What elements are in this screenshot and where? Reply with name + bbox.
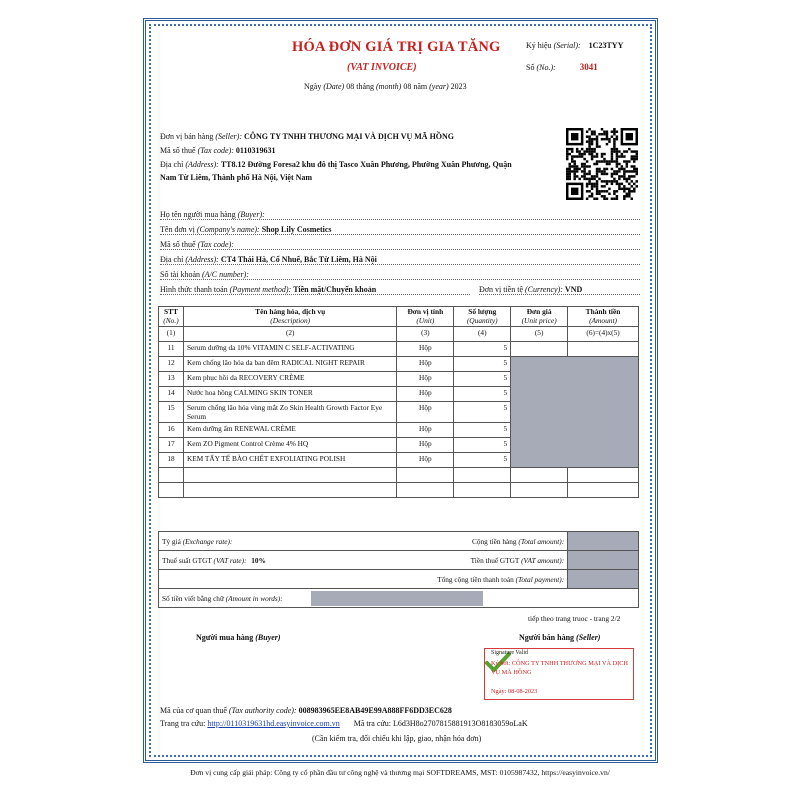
row-qty: 5 bbox=[454, 423, 511, 438]
buyer-account: Số tài khoản (A/C number): bbox=[160, 270, 640, 280]
row-stt: 14 bbox=[159, 387, 184, 402]
row-price bbox=[511, 342, 568, 357]
seller-name: Đơn vị bán hàng (Seller): CÔNG TY TNHH THƯƠNG MẠI VÀ DỊCH VỤ MÃ HỒNG bbox=[160, 132, 455, 141]
row-desc: Nước hoa hồng CALMING SKIN TONER bbox=[183, 387, 396, 402]
lookup-line: Trang tra cứu: http://0110319631hd.easyinvoice.com.vn Mã tra cứu: L6d3H8o2707815881913O8183059oLaK bbox=[160, 719, 528, 728]
currency: Đơn vị tiền tệ (Currency): VND bbox=[479, 285, 640, 295]
seller-address: Địa chỉ (Address): TT8.12 Đường Foresa2 khu đô thị Tasco Xuân Phương, Phường Xuân Phương, Quận bbox=[160, 160, 512, 169]
vat-row bbox=[159, 551, 639, 570]
payment-label: Tổng cộng tiền thanh toán (Total payment): bbox=[159, 570, 568, 589]
signature-valid-text: Signature Valid bbox=[491, 650, 529, 656]
col-num: (4) bbox=[454, 327, 511, 342]
col-header-unit: Đơn vị tính (Unit) bbox=[397, 307, 454, 327]
total-label: Tỷ giá (Exchange rate): Cộng tiền hàng (Total amount): bbox=[159, 532, 568, 551]
row-qty: 5 bbox=[454, 453, 511, 468]
buyer-signature-label: Người mua hàng (Buyer) bbox=[196, 633, 281, 642]
row-qty: 5 bbox=[454, 402, 511, 423]
row-qty: 5 bbox=[454, 372, 511, 387]
col-num: (2) bbox=[183, 327, 396, 342]
invoice-frame bbox=[143, 18, 658, 763]
row-unit: Hộp bbox=[397, 357, 454, 372]
words-row bbox=[159, 589, 639, 608]
serial: Ký hiệu (Serial): 1C23TYY bbox=[526, 41, 624, 50]
row-unit: Hộp bbox=[397, 402, 454, 423]
check-note: (Cần kiểm tra, đối chiếu khi lập, giao, nhận hóa đơn) bbox=[312, 734, 482, 743]
row-unit: Hộp bbox=[397, 423, 454, 438]
table-header-row bbox=[159, 307, 639, 327]
row-desc: KEM TẨY TẾ BÀO CHẾT EXFOLIATING POLISH bbox=[183, 453, 396, 468]
row-stt: 18 bbox=[159, 453, 184, 468]
invoice-subtitle: (VAT INVOICE) bbox=[347, 62, 417, 73]
col-header-amount: Thành tiền (Amount) bbox=[568, 307, 639, 327]
total-row bbox=[159, 532, 639, 551]
row-desc: Kem ZO Pigment Control Crème 4% HQ bbox=[183, 438, 396, 453]
row-desc: Serum chống lão hóa vùng mắt Zo Skin Health Growth Factor Eye Serum bbox=[183, 402, 396, 423]
col-header-price: Đơn giá (Unit price) bbox=[511, 307, 568, 327]
col-header-qty: Số lượng (Quantity) bbox=[454, 307, 511, 327]
row-qty: 5 bbox=[454, 357, 511, 372]
payment-amount-redacted bbox=[568, 570, 639, 589]
words-redacted bbox=[311, 591, 483, 606]
row-stt: 13 bbox=[159, 372, 184, 387]
row-amount bbox=[568, 342, 639, 357]
table-number-row bbox=[159, 327, 639, 342]
total-amount-redacted bbox=[568, 532, 639, 551]
row-qty: 5 bbox=[454, 438, 511, 453]
row-desc: Kem dưỡng ẩm RENEWAL CRÈME bbox=[183, 423, 396, 438]
row-qty: 5 bbox=[454, 342, 511, 357]
tax-authority-code: Mã của cơ quan thuế (Tax authority code): 008983965EE8AB49E99A888FF6DD3EC628 bbox=[160, 706, 452, 715]
col-num: (6)=(4)x(5) bbox=[568, 327, 639, 342]
row-unit: Hộp bbox=[397, 453, 454, 468]
seller-signature-label: Người bán hàng (Seller) bbox=[519, 633, 601, 642]
row-stt: 15 bbox=[159, 402, 184, 423]
digital-signature-box bbox=[484, 648, 634, 700]
table-row-empty bbox=[159, 483, 639, 498]
buyer-name: Họ tên người mua hàng (Buyer): bbox=[160, 210, 640, 220]
row-desc: Serum dưỡng da 10% VITAMIN C SELF-ACTIVATING bbox=[183, 342, 396, 357]
signature-date: Ngày: 08-08-2023 bbox=[491, 688, 538, 695]
seller-address-line2: Nam Từ Liêm, Thành phố Hà Nội, Việt Nam bbox=[160, 173, 313, 182]
payment-method: Hình thức thanh toán (Payment method): Tiền mặt/Chuyển khoản bbox=[160, 285, 470, 295]
qr-code bbox=[566, 128, 638, 200]
totals-table bbox=[158, 531, 639, 608]
payment-row bbox=[159, 570, 639, 589]
signer-text: Ký bởi: CÔNG TY TNHH THƯƠNG MẠI VÀ DỊCH VỤ MÃ HỒNG bbox=[491, 660, 628, 676]
buyer-company: Tên đơn vị (Company's name): Shop Lily Cosmetics bbox=[160, 225, 640, 235]
row-desc: Kem phục hồi da RECOVERY CRÈME bbox=[183, 372, 396, 387]
seller-tax: Mã số thuế (Tax code): 0110319631 bbox=[160, 146, 276, 155]
col-num: (3) bbox=[397, 327, 454, 342]
continuation-note: tiếp theo trang truoc - trang 2/2 bbox=[528, 614, 621, 623]
vat-amount-redacted bbox=[568, 551, 639, 570]
table-row bbox=[159, 342, 639, 357]
words-label: Số tiền viết bằng chữ (Amount in words): bbox=[159, 589, 639, 608]
col-header-desc: Tên hàng hóa, dịch vụ (Description) bbox=[183, 307, 396, 327]
table-row-empty bbox=[159, 468, 639, 483]
row-stt: 17 bbox=[159, 438, 184, 453]
buyer-tax: Mã số thuế (Tax code): bbox=[160, 240, 640, 250]
row-stt: 12 bbox=[159, 357, 184, 372]
invoice-title: HÓA ĐƠN GIÁ TRỊ GIA TĂNG bbox=[292, 39, 501, 55]
redacted-prices bbox=[511, 357, 639, 468]
row-stt: 16 bbox=[159, 423, 184, 438]
row-qty: 5 bbox=[454, 387, 511, 402]
row-stt: 11 bbox=[159, 342, 184, 357]
vat-label: Thuế suất GTGT (VAT rate): 10% Tiền thuế GTGT (VAT amount): bbox=[159, 551, 568, 570]
col-num: (5) bbox=[511, 327, 568, 342]
table-row bbox=[159, 357, 639, 372]
row-unit: Hộp bbox=[397, 438, 454, 453]
invoice-date: Ngày (Date) 08 tháng (month) 08 năm (year) 2023 bbox=[304, 82, 467, 91]
buyer-address: Địa chỉ (Address): CT4 Thái Hà, Cổ Nhuế, Bắc Từ Liêm, Hà Nội bbox=[160, 255, 640, 265]
row-unit: Hộp bbox=[397, 342, 454, 357]
row-unit: Hộp bbox=[397, 387, 454, 402]
row-unit: Hộp bbox=[397, 372, 454, 387]
row-desc: Kem chống lão hóa da ban đêm RADICAL NIGHT REPAIR bbox=[183, 357, 396, 372]
col-header-stt: STT (No.) bbox=[159, 307, 184, 327]
provider-footer: Đơn vị cung cấp giải pháp: Công ty cổ phần đầu tư công nghệ và thương mại SOFTDREAMS, MST: 0105987432, https://easyinvoice.vn/ bbox=[190, 768, 610, 777]
lookup-link[interactable]: http://0110319631hd.easyinvoice.com.vn bbox=[207, 719, 340, 728]
items-table bbox=[158, 306, 639, 498]
col-num: (1) bbox=[159, 327, 184, 342]
invoice-number: Số (No.): 3041 bbox=[526, 62, 598, 72]
